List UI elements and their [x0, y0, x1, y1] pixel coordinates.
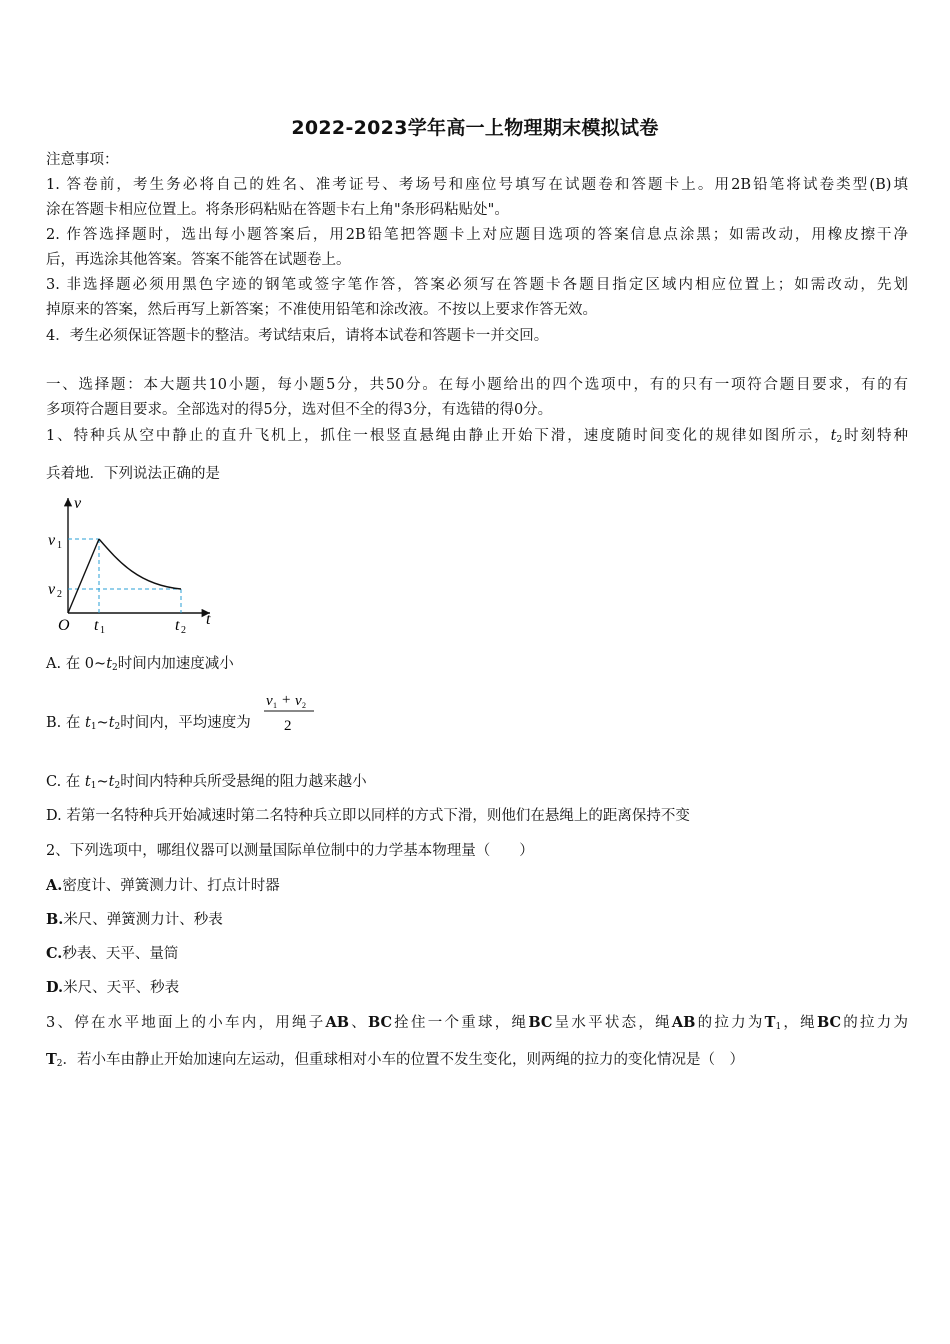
t1-subscript: 1	[100, 625, 105, 636]
t2-subscript: 2	[181, 625, 186, 636]
velocity-time-graph	[44, 490, 220, 636]
q2-option-a: A.密度计、弹簧测力计、打点计时器	[46, 877, 280, 894]
v2-label: v	[48, 581, 56, 598]
fraction-v2-subscript: 2	[302, 701, 306, 710]
section-1-intro-line-1: 一、选择题：本大题共10小题，每小题5分，共50分。在每小题给出的四个选项中，有的只有一项符合题目要求，有的有	[46, 377, 908, 393]
notice-item-1-line-2: 涂在答题卡相应位置上。将条形码粘贴在答题卡右上角"条形码粘贴处"。	[46, 202, 509, 218]
v2-subscript: 2	[57, 589, 62, 600]
fraction-v2: v	[295, 693, 302, 709]
notice-item-3-line-1: 3. 非选择题必须用黑色字迹的钢笔或签字笔作答，答案必须写在答题卡各题目指定区域内相应位置上；如需改动，先划	[46, 277, 908, 293]
section-1-intro-line-2: 多项符合题目要求。全部选对的得5分，选对但不全的得3分，有选错的得0分。	[46, 402, 553, 418]
q2-stem: 2、下列选项中，哪组仪器可以测量国际单位制中的力学基本物理量（ ）	[46, 843, 534, 859]
notice-item-1-line-1: 1. 答卷前，考生务必将自己的姓名、准考证号、考场号和座位号填写在试题卷和答题卡上。用2B铅笔将试卷类型(B)填	[46, 177, 908, 193]
fraction-denominator: 2	[284, 718, 292, 734]
notice-item-2-line-1: 2. 作答选择题时，选出每小题答案后，用2B铅笔把答题卡上对应题目选项的答案信息点涂黑；如需改动，用橡皮擦干净	[46, 227, 908, 243]
notice-item-2-line-2: 后，再选涂其他答案。答案不能答在试题卷上。	[46, 252, 351, 268]
t2-label: t	[175, 617, 180, 634]
q2-option-b: B.米尺、弹簧测力计、秒表	[46, 911, 223, 928]
q2-option-c: C.秒表、天平、量筒	[46, 945, 179, 962]
average-velocity-fraction	[262, 690, 316, 736]
q3-stem-line-2: $T_2$．若小车由静止开始加速向左运动，但重球相对小车的位置不发生变化，则两绳的拉力的变化情况是（ ）	[46, 1051, 745, 1069]
q1-stem-line-1: 1、特种兵从空中静止的直升飞机上，抓住一根竖直悬绳由静止开始下滑，速度随时间变化的规律如图所示，$t_2$时刻特种	[46, 428, 908, 445]
fraction-plus: +	[282, 692, 291, 708]
notice-heading: 注意事项：	[46, 152, 119, 168]
v1-label: v	[48, 532, 56, 549]
notice-item-3-line-2: 掉原来的答案，然后再写上新答案；不准使用铅笔和涂改液。不按以上要求作答无效。	[46, 302, 597, 318]
v-axis-label: v	[74, 495, 82, 512]
q1-option-c: C. 在 $t_1\sim t_2$时间内特种兵所受悬绳的阻力越来越小	[46, 774, 367, 791]
accel-segment	[68, 539, 99, 613]
q2-option-d: D.米尺、天平、秒表	[46, 979, 180, 996]
q1-option-b: B. 在 $t_1\sim t_2$时间内，平均速度为	[46, 715, 251, 732]
t-axis-label: t	[206, 611, 211, 628]
q1-option-a: A. 在 $0\sim t_2$时间内加速度减小	[46, 656, 234, 673]
fraction-v1-subscript: 1	[273, 701, 277, 710]
page-title: 2022-2023学年高一上物理期末模拟试卷	[291, 117, 659, 139]
q1-option-d: D. 若第一名特种兵开始减速时第二名特种兵立即以同样的方式下滑，则他们在悬绳上的距离保持不变	[46, 808, 690, 824]
t1-label: t	[94, 617, 99, 634]
origin-label: O	[58, 617, 70, 634]
fraction-v1: v	[266, 693, 273, 709]
q1-stem-line-2: 兵着地．下列说法正确的是	[46, 466, 220, 482]
q3-stem-line-1: 3、停在水平地面上的小车内，用绳子AB、BC拴住一个重球，绳BC呈水平状态，绳AB的拉力为$T_1$，绳BC的拉力为	[46, 1014, 909, 1032]
notice-item-4: 4．考生必须保证答题卡的整洁。考试结束后，请将本试卷和答题卡一并交回。	[46, 328, 549, 344]
decel-curve	[99, 539, 181, 589]
v1-subscript: 1	[57, 540, 62, 551]
